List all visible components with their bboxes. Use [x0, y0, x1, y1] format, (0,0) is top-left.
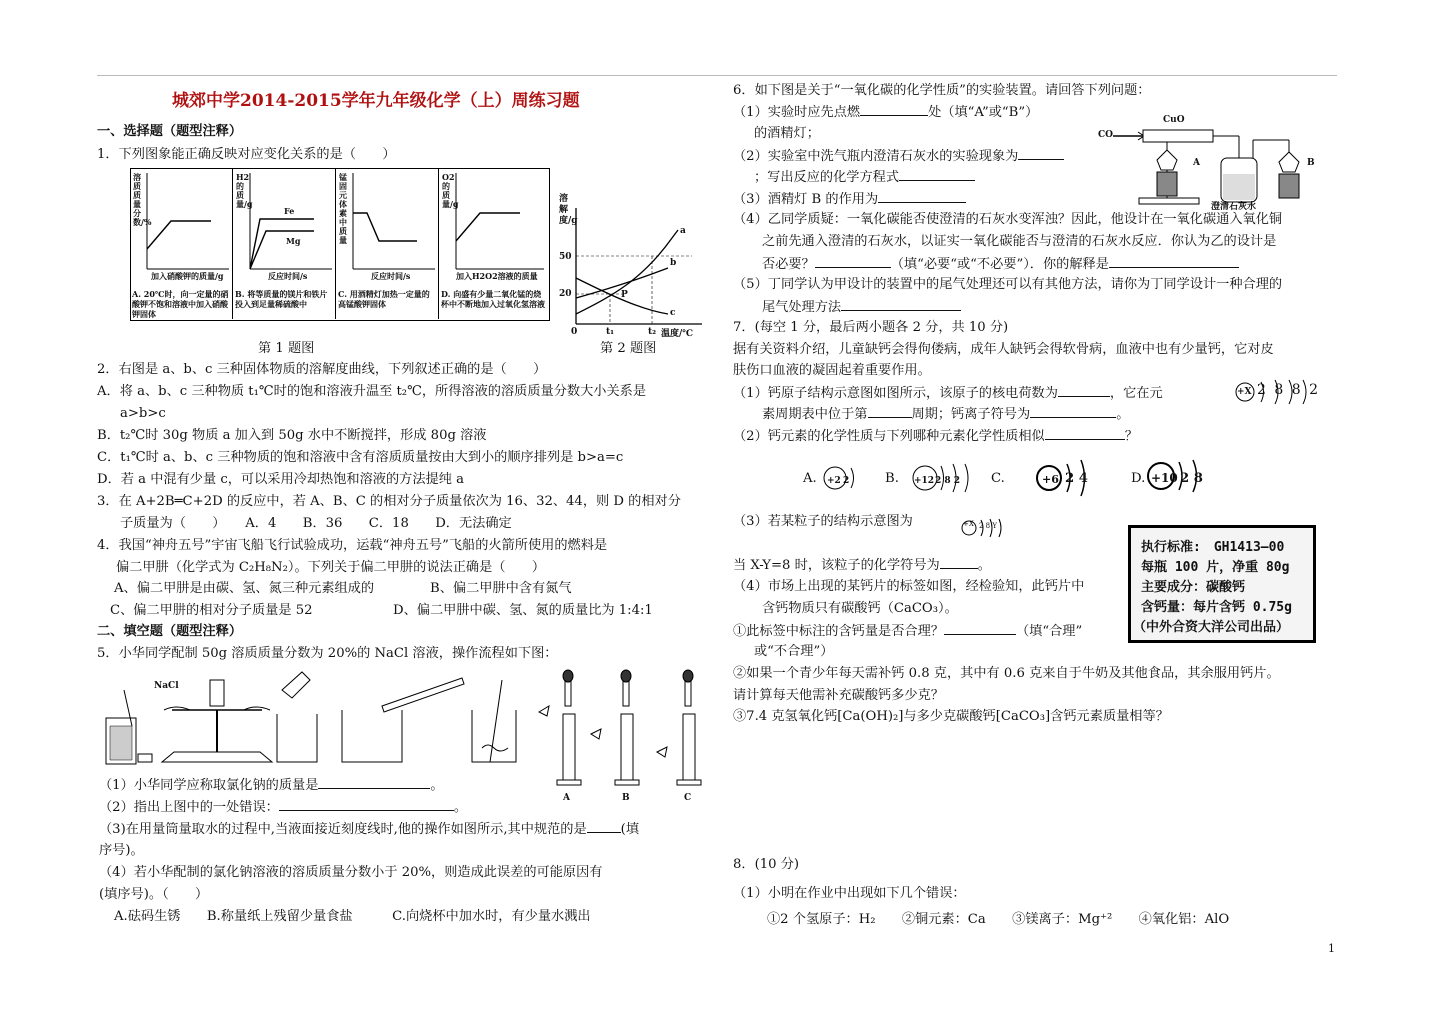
- q6-s1: [733, 103, 1038, 122]
- q7-s1-blank[interactable]: [1058, 384, 1110, 397]
- graph-b-ylabel: H2的质量/g: [236, 172, 253, 209]
- fig2-tick-t2: t₂: [648, 327, 657, 337]
- q4-option-b: B、偏二甲肼中含有氮气: [430, 581, 572, 596]
- graph-c-ylabel: 锰固元体素中质量: [339, 172, 347, 245]
- q5-s2-end: 。: [453, 800, 468, 815]
- q6-s5: （5）丁同学认为甲设计的装置中的尾气处理还可以有其他方法，请你为丁同学设计一种合理的: [733, 277, 1283, 292]
- q7-option-d-shells: 2 8: [1180, 471, 1203, 486]
- q6-s1-tail: 处（填“A”或“B”）: [928, 105, 1039, 120]
- fig2-tick-t1: t₁: [606, 327, 615, 337]
- graph-a-caption: A. 20℃时，向一定量的硝酸钾不饱和溶液中加入硝酸钾固体: [132, 289, 229, 319]
- q7-s1: [733, 384, 1163, 403]
- q7-s3-end: 。: [977, 558, 991, 573]
- q7-option-d-nucleus: +10: [1151, 471, 1178, 485]
- q5-stem: 5．小华同学配制 50g 溶质质量分数为 20%的 NaCl 溶液，操作流程如下图：: [97, 646, 558, 661]
- q6-s4-cont2: [762, 255, 1239, 274]
- q7-option-b-shells: 2 8 2: [935, 476, 961, 486]
- graph-c: [337, 169, 439, 319]
- q5-s1-end: 。: [430, 778, 444, 793]
- q7-s1-ion-blank[interactable]: [1030, 405, 1116, 418]
- section-choice: 一、选择题（题型注释）: [97, 124, 243, 139]
- q7-s4-q3: ③7.4 克氢氧化钙[Ca(OH)₂]与多少克碳酸钙[CaCO₃]含钙元素质量相等？: [733, 709, 1169, 724]
- fig2-tick-0: 0: [571, 327, 578, 337]
- q7-s4-q1: [733, 622, 1082, 641]
- q4-option-a: A、偏二甲肼是由碳、氢、氮三种元素组成的: [114, 581, 375, 596]
- fig2-ylabel: 溶解度/g: [559, 194, 578, 226]
- graph-a: [131, 169, 233, 319]
- q5-cylinders-figure: [537, 668, 717, 790]
- q6-s3: [733, 190, 966, 209]
- q5-s3: [99, 820, 639, 839]
- q6-s3-blank[interactable]: [878, 190, 966, 203]
- q7-s3: （3）若某粒子的结构示意图为: [733, 514, 913, 529]
- calcium-tablet-label: [1128, 525, 1316, 643]
- q7-s1-c: 素周期表中位于第: [762, 407, 868, 422]
- q8-items: ①2 个氢原子：H₂ ②铜元素：Ca ③镁离子：Mg⁺² ④氧化铝：AlO: [767, 912, 1230, 927]
- q7-s3-cont: [733, 556, 991, 575]
- q7-stem: 7．(每空 1 分，最后两小题各 2 分，共 10 分): [733, 320, 1009, 335]
- page-number: 1: [1328, 942, 1335, 955]
- label-standard: 执行标准: GH1413—00: [1141, 540, 1285, 555]
- q7-option-a-nucleus: +2: [827, 476, 841, 486]
- q7-s3-nucleus: +X: [963, 520, 974, 528]
- graph-d-caption: D. 向盛有少量二氧化锰的烧杯中不断地加入过氧化氢溶液: [441, 289, 545, 309]
- q7-s1-text: （1）钙原子结构示意图如图所示，该原子的核电荷数为: [733, 386, 1058, 401]
- q5-s3-blank[interactable]: [587, 820, 621, 833]
- q7-s1-e: 。: [1116, 407, 1130, 422]
- q6-fig-a: A: [1193, 158, 1200, 168]
- q8-s1: （1）小明在作业中出现如下几个错误：: [733, 886, 966, 901]
- q6-s1-text: （1）实验时应先点燃: [733, 105, 861, 120]
- graph-d-ylabel: O2的质量/g: [442, 172, 459, 209]
- q7-s3-blank[interactable]: [940, 556, 978, 569]
- q6-s5-text: 尾气处理方法: [762, 300, 842, 315]
- page-title: 城郊中学2014-2015学年九年级化学（上）周练习题: [172, 91, 580, 111]
- q7-s1-cont: [762, 405, 1129, 424]
- q5-s2: [99, 798, 467, 817]
- q6-stem: 6．如下图是关于“一氧化碳的化学性质”的实验装置。请回答下列问题：: [733, 83, 1151, 98]
- graph-b-caption: B. 将等质量的镁片和铁片投入到足量稀硫酸中: [235, 289, 328, 309]
- label-ingredient: 主要成分：碳酸钙: [1141, 580, 1246, 595]
- q3-stem: 3．在 A+2B═C+2D 的反应中，若 A、B、C 的相对分子质量依次为 16、32、44，则 D 的相对分: [97, 494, 681, 509]
- q5-s2-blank[interactable]: [279, 798, 454, 811]
- q6-s5-cont: [762, 298, 961, 317]
- q7-option-c-label[interactable]: C.: [991, 471, 1005, 486]
- q7-ca-nucleus: +X: [1237, 387, 1252, 397]
- q6-s2-blank[interactable]: [1018, 147, 1064, 160]
- q5-s3-cont: 序号)。: [99, 843, 144, 858]
- q1-stem: 1．下列图象能正确反映对应变化关系的是（ ）: [97, 147, 396, 162]
- q2-option-a-cont: a>b>c: [120, 406, 166, 421]
- q4-stem: 4．我国“神舟五号”宇宙飞船飞行试验成功，运载“神舟五号”飞船的火箭所使用的燃料是: [97, 538, 608, 553]
- label-calcium: 含钙量：每片含钙 0.75g: [1141, 600, 1292, 615]
- graph-d-xlabel: 加入H2O2溶液的质量: [456, 271, 538, 281]
- q6-s2-text: （2）实验室中洗气瓶内澄清石灰水的实验现象为: [733, 149, 1019, 164]
- q6-s4-c: 否必要？: [762, 257, 815, 272]
- label-maker: （中外合资大洋公司出品）: [1133, 620, 1290, 635]
- q6-s2-eq-blank[interactable]: [899, 168, 975, 181]
- q5-s3-tail: (填: [620, 822, 640, 837]
- graph-d: [440, 169, 548, 319]
- q7-s2-text: （2）钙元素的化学性质与下列哪种元素化学性质相似: [733, 429, 1045, 444]
- q6-s2-cont-text: ；写出反应的化学方程式: [754, 170, 900, 185]
- fig2-label-p: P: [621, 290, 628, 300]
- q1-caption: 第 1 题图: [258, 341, 315, 356]
- q4-option-d: D、偏二甲肼中碳、氢、氮的质量比为 1:4:1: [393, 603, 653, 618]
- q5-s4: （4）若小华配制的氯化钠溶液的溶质质量分数小于 20%，则造成此误差的可能原因有: [99, 865, 603, 880]
- q7-ca-shells: 2 8 8 2: [1257, 382, 1320, 398]
- q7-s4-q1-cont: 或“不合理”）: [754, 644, 834, 659]
- q7-s1-d: 周期；钙离子符号为: [911, 407, 1031, 422]
- q5-s4-cont: (填序号)。（ ）: [99, 887, 209, 902]
- q7-s2: [733, 427, 1138, 446]
- graph-c-xlabel: 反应时间/s: [371, 271, 411, 281]
- q6-s1-cont: 的酒精灯；: [754, 126, 820, 141]
- q2-option-b: B．t₂℃时 30g 物质 a 加入到 50g 水中不断搅拌，形成 80g 溶液: [97, 428, 487, 443]
- fig2-label-b: b: [670, 258, 677, 268]
- section-fill: 二、填空题（题型注释）: [97, 624, 243, 639]
- graph-a-ylabel: 溶质质量分数/%: [133, 172, 152, 227]
- q7-option-b-label[interactable]: B.: [885, 471, 899, 486]
- q5-nacl-label: NaCl: [154, 681, 179, 691]
- q2-option-c: C．t₁℃时 a、b、c 三种物质的饱和溶液中含有溶质质量按由大到小的顺序排列是 b>a=c: [97, 450, 624, 465]
- fig2-tick-50: 50: [559, 252, 572, 262]
- q2-option-d: D．若 a 中混有少量 c，可以采用冷却热饱和溶液的方法提纯 a: [97, 472, 464, 487]
- q2-stem: 2．右图是 a、b、c 三种固体物质的溶解度曲线，下列叙述正确的是（ ）: [97, 362, 547, 377]
- q4-option-c: C、偏二甲肼的相对分子质量是 52: [110, 603, 313, 618]
- q7-s3-shells: 2 8 Y: [979, 522, 997, 530]
- q5-s1-text: （1）小华同学应称取氯化钠的质量是: [99, 778, 319, 793]
- q7-intro-cont: 肤伤口血液的凝固起着重要作用。: [733, 363, 931, 378]
- graph-b-fe: Fe: [284, 206, 295, 216]
- q7-s1-period-blank[interactable]: [868, 405, 912, 418]
- q7-option-c-shells: 2 4: [1065, 471, 1088, 486]
- q5-s3-text: （3)在用量筒量取水的过程中,当液面接近刻度线时,他的操作如图所示,其中规范的是: [99, 822, 587, 837]
- graph-b-xlabel: 反应时间/s: [268, 271, 308, 281]
- q7-s1-tail: ，它在元: [1109, 386, 1163, 401]
- q5-s1: [99, 776, 444, 795]
- q6-s5-blank[interactable]: [841, 298, 961, 311]
- q7-s2-end: ？: [1124, 429, 1138, 444]
- graph-b: [234, 169, 336, 319]
- fig2-label-c: c: [670, 308, 676, 318]
- q6-s4: （4）乙同学质疑：一氧化碳能否使澄清的石灰水变浑浊？因此，他设计在一氧化碳通入氧化铜: [733, 212, 1283, 227]
- q7-option-b-nucleus: +12: [914, 476, 935, 486]
- graph-b-mg: Mg: [286, 236, 301, 246]
- q6-s4-d: （填“必要“或“不必要”）．你的解释是: [890, 257, 1109, 272]
- label-weight: 每瓶 100 片，净重 80g: [1141, 560, 1290, 575]
- q7-s4-cont: 含钙物质只有碳酸钙（CaCO₃）。: [762, 601, 958, 616]
- q6-s4-blank[interactable]: [815, 255, 891, 268]
- q3-options: 子质量为（ ） A．4 B．36 C．18 D．无法确定: [120, 516, 512, 531]
- q7-option-a-shells: 2: [843, 476, 850, 486]
- q6-s2: [733, 147, 1064, 166]
- fig2-xlabel: 温度/℃: [661, 329, 694, 339]
- q4-stem-cont: 偏二甲肼（化学式为 C₂H₈N₂）。下列关于偏二甲肼的说法正确是（ ）: [116, 560, 546, 575]
- q6-s4-reason-blank[interactable]: [1109, 255, 1239, 268]
- q7-s4: （4）市场上出现的某钙片的标签如图，经检验知，此钙片中: [733, 579, 1085, 594]
- q5-s1-blank[interactable]: [318, 776, 430, 789]
- q2-caption: 第 2 题图: [600, 341, 657, 356]
- q1-figure: [130, 168, 550, 321]
- q5-s2-text: （2）指出上图中的一处错误：: [99, 800, 279, 815]
- fig2-tick-20: 20: [559, 289, 572, 299]
- q7-s4-q2: ②如果一个青少年每天需补钙 0.8 克，其中有 0.6 克来自于牛奶及其他食品，其余服用钙片。: [733, 666, 1280, 681]
- q7-s4-q2-cont: 请计算每天他需补充碳酸钙多少克？: [733, 688, 944, 703]
- q7-s4-q1-text: ①此标签中标注的含钙量是否合理？: [733, 624, 944, 639]
- q7-s3-cont-text: 当 X-Y=8 时，该粒子的化学符号为: [733, 558, 940, 573]
- q6-s2-cont: [754, 168, 975, 187]
- q7-s4-q1-blank[interactable]: [944, 622, 1016, 635]
- q5-cyl-label-b: B: [622, 793, 630, 803]
- q7-option-d-label[interactable]: D.: [1131, 471, 1146, 486]
- graph-c-caption: C. 用酒精灯加热一定量的高锰酸钾固体: [338, 289, 430, 309]
- header-rule: [97, 75, 1337, 76]
- q6-fig-cuo: CuO: [1163, 115, 1185, 125]
- q6-s4-cont: 之前先通入澄清的石灰水，以证实一氧化碳能否与澄清的石灰水反应．你认为乙的设计是: [762, 234, 1277, 249]
- q6-fig-co: CO: [1098, 130, 1114, 140]
- q5-cyl-label-c: C: [684, 793, 692, 803]
- q7-s4-q1-tail: （填“合理”: [1016, 624, 1083, 639]
- q6-s3-text: （3）酒精灯 B 的作用为: [733, 192, 879, 207]
- q6-fig-b: B: [1307, 158, 1315, 168]
- q7-s2-blank[interactable]: [1045, 427, 1125, 440]
- q6-s1-blank[interactable]: [860, 103, 928, 116]
- q5-cyl-label-a: A: [563, 793, 570, 803]
- q5-s4-options: A.砝码生锈 B.称量纸上残留少量食盐 C.向烧杯中加水时，有少量水溅出: [114, 909, 591, 924]
- q2-option-a: A．将 a、b、c 三种物质 t₁℃时的饱和溶液升温至 t₂℃，所得溶液的溶质质量分数大小关系是: [97, 384, 647, 399]
- graph-a-xlabel: 加入硝酸钾的质量/g: [151, 271, 224, 281]
- q7-option-a-label[interactable]: A.: [803, 471, 817, 486]
- fig2-label-a: a: [680, 226, 686, 236]
- q7-option-c-nucleus: +6: [1042, 473, 1059, 486]
- q6-fig-water: 澄清石灰水: [1211, 202, 1257, 212]
- q7-intro: 据有关资料介绍，儿童缺钙会得佝偻病，成年人缺钙会得软骨病，血液中也有少量钙，它对皮: [733, 342, 1274, 357]
- q8-stem: 8．(10 分): [733, 857, 800, 872]
